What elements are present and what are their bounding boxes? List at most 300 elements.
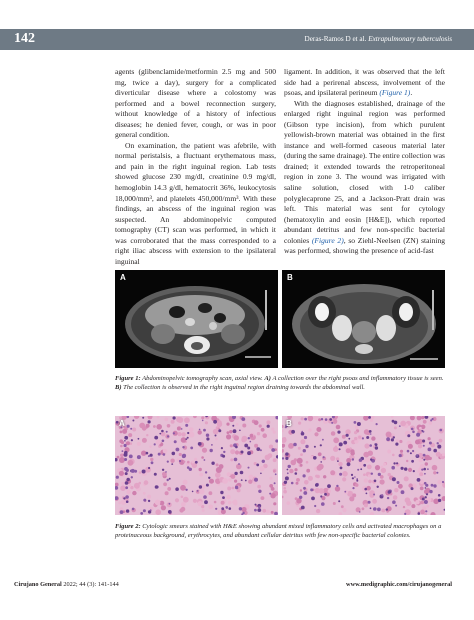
nucleus-dot <box>329 418 332 421</box>
erythrocyte-dot <box>193 416 197 418</box>
nucleus-dot <box>126 509 129 512</box>
erythrocyte-dot <box>380 479 385 484</box>
erythrocyte-dot <box>282 429 284 432</box>
nucleus-dot <box>310 488 313 491</box>
nucleus-dot <box>314 505 316 507</box>
left-paragraph-1: agents (glibenclamide/metformin 2.5 mg and 500 mg, twice a day), surgery for a complicated diverticular disease where a colostomy was performed and a bowel reconnection surgery, without knowledge of a history of infectious diseases; he denied fever, cough, or was in poor general condition. <box>115 67 276 140</box>
nucleus-dot <box>165 471 167 473</box>
nucleus-dot <box>169 503 171 505</box>
nucleus-dot <box>422 498 425 501</box>
nucleus-dot <box>366 493 368 495</box>
ct-scan-a-image <box>115 270 278 368</box>
micrograph-b <box>282 416 445 515</box>
erythrocyte-dot <box>316 509 320 513</box>
erythrocyte-dot <box>201 456 204 459</box>
nucleus-dot <box>433 449 437 453</box>
erythrocyte-dot <box>144 480 149 485</box>
nucleus-dot <box>131 476 133 478</box>
figure-1-link[interactable]: (Figure 1) <box>379 88 411 98</box>
nucleus-dot <box>241 451 244 454</box>
erythrocyte-dot <box>142 438 147 443</box>
nucleus-dot <box>262 460 265 463</box>
erythrocyte-dot <box>179 508 183 512</box>
erythrocyte-dot <box>394 488 398 492</box>
erythrocyte-dot <box>128 484 131 487</box>
erythrocyte-dot <box>273 458 277 462</box>
nucleus-dot <box>208 477 210 479</box>
left-column <box>115 67 276 267</box>
erythrocyte-dot <box>230 458 233 461</box>
figure-1 <box>115 270 445 368</box>
nucleus-dot <box>356 480 358 482</box>
erythrocyte-dot <box>341 505 344 508</box>
erythrocyte-dot <box>269 477 272 480</box>
nucleus-dot <box>129 455 133 459</box>
nucleus-dot <box>274 482 276 484</box>
nucleus-dot <box>124 444 127 447</box>
erythrocyte-dot <box>236 423 239 426</box>
ct-scan-a <box>115 270 278 368</box>
nucleus-dot <box>370 458 372 460</box>
nucleus-dot <box>375 443 378 446</box>
erythrocyte-dot <box>226 495 231 500</box>
figure-1-caption-a-text: A collection over the right psoas and inflammatory tissue is seen. <box>270 375 444 382</box>
nucleus-dot <box>429 490 432 493</box>
nucleus-dot <box>438 494 441 497</box>
erythrocyte-dot <box>273 502 276 505</box>
nucleus-dot <box>260 449 262 451</box>
nucleus-dot <box>392 477 396 481</box>
nucleus-dot <box>348 438 350 440</box>
erythrocyte-dot <box>132 428 136 432</box>
nucleus-dot <box>203 495 207 499</box>
erythrocyte-dot <box>426 505 429 508</box>
erythrocyte-dot <box>222 478 228 484</box>
erythrocyte-dot <box>338 462 342 466</box>
nucleus-dot <box>425 510 427 512</box>
nucleus-dot <box>404 513 406 515</box>
erythrocyte-dot <box>155 500 161 506</box>
nucleus-dot <box>314 446 316 448</box>
erythrocyte-dot <box>366 486 371 491</box>
nucleus-dot <box>394 421 398 425</box>
erythrocyte-dot <box>181 496 184 499</box>
nucleus-dot <box>256 464 259 467</box>
nucleus-dot <box>366 436 369 439</box>
nucleus-dot <box>203 429 206 432</box>
nucleus-dot <box>424 500 428 504</box>
nucleus-dot <box>354 476 356 478</box>
erythrocyte-dot <box>184 417 190 423</box>
erythrocyte-dot <box>132 491 136 495</box>
nucleus-dot <box>436 472 438 474</box>
nucleus-dot <box>244 444 248 448</box>
erythrocyte-dot <box>363 473 366 476</box>
nucleus-dot <box>340 467 343 470</box>
nucleus-dot <box>323 456 325 458</box>
nucleus-dot <box>303 474 306 477</box>
nucleus-dot <box>132 508 135 511</box>
nucleus-dot <box>150 509 152 511</box>
erythrocyte-dot <box>232 487 235 490</box>
erythrocyte-dot <box>342 508 346 512</box>
erythrocyte-dot <box>213 429 219 435</box>
erythrocyte-dot <box>229 430 232 433</box>
figure-2-label-b: B <box>286 419 292 428</box>
nucleus-dot <box>142 470 146 474</box>
nucleus-dot <box>327 484 331 488</box>
erythrocyte-dot <box>418 444 422 448</box>
nucleus-dot <box>258 506 260 508</box>
nucleus-dot <box>374 480 377 483</box>
erythrocyte-dot <box>199 473 203 477</box>
erythrocyte-dot <box>294 468 297 471</box>
erythrocyte-dot <box>181 432 185 436</box>
erythrocyte-dot <box>380 466 383 469</box>
nucleus-dot <box>116 421 119 424</box>
erythrocyte-dot <box>265 455 271 461</box>
nucleus-dot <box>126 500 129 503</box>
erythrocyte-dot <box>235 450 239 454</box>
figure-1-caption-a-label: A) <box>264 375 271 382</box>
nucleus-dot <box>245 480 247 482</box>
figure-2 <box>115 416 445 515</box>
nucleus-dot <box>375 446 378 449</box>
erythrocyte-dot <box>187 461 190 464</box>
nucleus-dot <box>215 508 217 510</box>
nucleus-dot <box>222 455 225 458</box>
nucleus-dot <box>287 472 289 474</box>
erythrocyte-dot <box>273 431 276 434</box>
nucleus-dot <box>362 437 364 439</box>
nucleus-dot <box>159 433 161 435</box>
erythrocyte-dot <box>165 491 169 495</box>
figure-2-caption-text: Cytologic smears stained with H&E showing abundant mixed inflammatory cells and activated macrophages on a proteinaceous background, erythrocytes, and abundant cellular detritus with few non-specific bacterial colonies. <box>115 523 442 539</box>
nucleus-dot <box>304 418 307 421</box>
nucleus-dot <box>148 420 151 423</box>
erythrocyte-dot <box>346 458 351 463</box>
erythrocyte-dot <box>300 453 303 456</box>
nucleus-dot <box>120 510 124 514</box>
nucleus-dot <box>303 491 307 495</box>
erythrocyte-dot <box>420 501 424 505</box>
nucleus-dot <box>148 467 150 469</box>
erythrocyte-dot <box>271 511 274 514</box>
nucleus-dot <box>205 471 207 473</box>
erythrocyte-dot <box>429 421 433 425</box>
nucleus-dot <box>154 436 158 440</box>
nucleus-dot <box>151 461 154 464</box>
nucleus-dot <box>401 467 404 470</box>
nucleus-dot <box>229 507 232 510</box>
nucleus-dot <box>199 485 202 488</box>
nucleus-dot <box>211 462 214 465</box>
erythrocyte-dot <box>215 438 218 441</box>
nucleus-dot <box>407 450 410 453</box>
nucleus-dot <box>346 434 349 437</box>
erythrocyte-dot <box>430 512 435 515</box>
nucleus-dot <box>368 501 371 504</box>
running-head <box>305 35 452 43</box>
nucleus-dot <box>359 511 361 513</box>
erythrocyte-dot <box>121 500 126 505</box>
erythrocyte-dot <box>271 487 275 491</box>
nucleus-dot <box>428 448 432 452</box>
nucleus-dot <box>321 502 325 506</box>
nucleus-dot <box>247 447 250 450</box>
erythrocyte-dot <box>228 478 231 481</box>
right-paragraph-1-end: . <box>410 88 413 98</box>
erythrocyte-dot <box>346 448 351 453</box>
nucleus-dot <box>430 419 432 421</box>
erythrocyte-dot <box>183 497 189 503</box>
erythrocyte-dot <box>283 490 287 494</box>
nucleus-dot <box>150 454 153 457</box>
nucleus-dot <box>320 444 322 446</box>
erythrocyte-dot <box>242 436 248 442</box>
erythrocyte-dot <box>146 424 150 428</box>
erythrocyte-dot <box>163 449 168 454</box>
erythrocyte-dot <box>181 437 187 443</box>
erythrocyte-dot <box>404 476 409 481</box>
nucleus-dot <box>303 487 306 490</box>
nucleus-dot <box>320 495 322 497</box>
nucleus-dot <box>137 455 141 459</box>
erythrocyte-dot <box>432 465 438 471</box>
erythrocyte-dot <box>333 502 336 505</box>
erythrocyte-dot <box>370 512 374 515</box>
nucleus-dot <box>293 443 297 447</box>
erythrocyte-dot <box>411 504 415 508</box>
nucleus-dot <box>391 438 394 441</box>
nucleus-dot <box>284 481 287 484</box>
erythrocyte-dot <box>157 416 160 418</box>
erythrocyte-dot <box>120 431 123 434</box>
erythrocyte-dot <box>120 454 124 458</box>
nucleus-dot <box>222 496 225 499</box>
nucleus-dot <box>425 496 427 498</box>
nucleus-dot <box>388 490 391 493</box>
nucleus-dot <box>239 430 241 432</box>
nucleus-dot <box>416 433 420 437</box>
nucleus-dot <box>339 448 341 450</box>
running-head-authors: Deras-Ramos D et al. <box>304 35 367 43</box>
nucleus-dot <box>444 509 446 511</box>
nucleus-dot <box>313 456 317 460</box>
nucleus-dot <box>321 418 323 420</box>
nucleus-dot <box>185 438 187 440</box>
nucleus-dot <box>370 433 372 435</box>
nucleus-dot <box>143 509 146 512</box>
erythrocyte-dot <box>282 444 285 448</box>
erythrocyte-dot <box>308 428 311 431</box>
erythrocyte-dot <box>328 490 331 493</box>
erythrocyte-dot <box>403 506 405 508</box>
nucleus-dot <box>433 484 436 487</box>
nucleus-dot <box>206 437 209 440</box>
nucleus-dot <box>158 453 161 456</box>
ct-scan-b-image <box>282 270 445 368</box>
nucleus-dot <box>187 437 189 439</box>
erythrocyte-dot <box>419 427 422 430</box>
erythrocyte-dot <box>226 434 231 439</box>
erythrocyte-dot <box>266 420 270 424</box>
nucleus-dot <box>337 431 340 434</box>
erythrocyte-dot <box>215 472 221 478</box>
erythrocyte-dot <box>161 432 166 437</box>
nucleus-dot <box>275 439 278 442</box>
erythrocyte-dot <box>398 484 403 489</box>
nucleus-dot <box>169 478 171 480</box>
nucleus-dot <box>373 507 377 511</box>
nucleus-dot <box>125 472 128 475</box>
nucleus-dot <box>354 421 357 424</box>
nucleus-dot <box>395 505 397 507</box>
micrograph-a-image <box>115 416 278 515</box>
erythrocyte-dot <box>367 465 372 470</box>
right-paragraph-2 <box>284 99 445 257</box>
erythrocyte-dot <box>308 476 313 481</box>
nucleus-dot <box>337 460 339 462</box>
erythrocyte-dot <box>318 418 321 421</box>
nucleus-dot <box>260 473 262 475</box>
erythrocyte-dot <box>179 453 182 456</box>
erythrocyte-dot <box>420 510 425 515</box>
erythrocyte-dot <box>183 480 188 485</box>
erythrocyte-dot <box>121 482 124 485</box>
nucleus-dot <box>360 468 362 470</box>
micrograph-a <box>115 416 278 515</box>
nucleus-dot <box>138 438 140 440</box>
nucleus-dot <box>373 494 375 496</box>
erythrocyte-dot <box>161 505 166 510</box>
erythrocyte-dot <box>147 495 151 499</box>
erythrocyte-dot <box>214 501 217 504</box>
erythrocyte-dot <box>227 487 231 491</box>
nucleus-dot <box>254 478 258 482</box>
erythrocyte-dot <box>146 434 148 436</box>
erythrocyte-dot <box>306 461 309 464</box>
nucleus-dot <box>240 471 244 475</box>
erythrocyte-dot <box>205 421 208 424</box>
nucleus-dot <box>223 451 225 453</box>
erythrocyte-dot <box>368 480 372 484</box>
nucleus-dot <box>195 461 198 464</box>
erythrocyte-dot <box>408 444 413 449</box>
nucleus-dot <box>291 482 294 485</box>
erythrocyte-dot <box>164 418 168 422</box>
erythrocyte-dot <box>126 441 130 445</box>
erythrocyte-dot <box>298 447 301 450</box>
footer-url[interactable]: www.medigraphic.com/cirujanogeneral <box>346 581 452 588</box>
nucleus-dot <box>254 509 257 512</box>
nucleus-dot <box>370 507 372 509</box>
erythrocyte-dot <box>396 439 399 442</box>
nucleus-dot <box>181 428 183 430</box>
figure-1-caption-b-label: B) <box>115 383 122 391</box>
erythrocyte-dot <box>423 420 427 424</box>
nucleus-dot <box>122 450 124 452</box>
nucleus-dot <box>176 448 180 452</box>
erythrocyte-dot <box>364 443 369 448</box>
erythrocyte-dot <box>365 458 370 463</box>
erythrocyte-dot <box>180 485 186 491</box>
erythrocyte-dot <box>202 448 207 453</box>
erythrocyte-dot <box>148 416 153 419</box>
erythrocyte-dot <box>176 417 181 422</box>
nucleus-dot <box>285 476 289 480</box>
erythrocyte-dot <box>406 501 411 506</box>
erythrocyte-dot <box>323 475 326 478</box>
erythrocyte-dot <box>257 485 261 489</box>
nucleus-dot <box>127 478 130 481</box>
left-paragraph-2: On examination, the patient was afebrile, with normal peristalsis, a fluctuant erythematous mass, and pain in the right inguinal region. Lab tests showed glucose 230 mg/dl, creatinine 0.9 mg/dl, hemoglobin 14.3 g/dl, hematocrit 36%, leukocytosis 18,000/mm³, and platelets 450,000/mm³. With these findings, an abscess of the inguinal region was suspected. An abdominopelvic computed tomography (CT) scan was performed, in which it was corroborated that the mass corresponded to a right iliac abscess with extension to the ipsilateral inguinal <box>115 140 276 266</box>
nucleus-dot <box>239 507 242 510</box>
erythrocyte-dot <box>419 458 423 462</box>
nucleus-dot <box>377 508 381 512</box>
nucleus-dot <box>352 487 354 489</box>
nucleus-dot <box>215 435 217 437</box>
nucleus-dot <box>167 461 169 463</box>
erythrocyte-dot <box>354 437 357 440</box>
nucleus-dot <box>397 481 400 484</box>
erythrocyte-dot <box>296 478 300 482</box>
erythrocyte-dot <box>167 487 171 491</box>
nucleus-dot <box>161 430 164 433</box>
nucleus-dot <box>210 449 213 452</box>
nucleus-dot <box>258 490 261 493</box>
nucleus-dot <box>173 432 175 434</box>
nucleus-dot <box>410 452 412 454</box>
erythrocyte-dot <box>242 424 246 428</box>
nucleus-dot <box>127 416 130 418</box>
erythrocyte-dot <box>352 493 356 497</box>
erythrocyte-dot <box>300 464 303 467</box>
nucleus-dot <box>187 466 190 469</box>
nucleus-dot <box>146 452 149 455</box>
nucleus-dot <box>421 430 423 432</box>
erythrocyte-dot <box>336 425 341 430</box>
nucleus-dot <box>393 436 395 438</box>
figure-1-caption-title: Figure 1: <box>115 375 141 382</box>
erythrocyte-dot <box>139 423 145 429</box>
nucleus-dot <box>331 422 333 424</box>
nucleus-dot <box>424 473 426 475</box>
erythrocyte-dot <box>425 462 428 465</box>
nucleus-dot <box>396 462 398 464</box>
erythrocyte-dot <box>282 496 284 499</box>
nucleus-dot <box>311 497 315 501</box>
nucleus-dot <box>386 508 388 510</box>
nucleus-dot <box>125 486 128 489</box>
nucleus-dot <box>426 493 428 495</box>
erythrocyte-dot <box>383 463 386 466</box>
erythrocyte-dot <box>339 512 343 515</box>
nucleus-dot <box>173 416 176 419</box>
erythrocyte-dot <box>355 426 359 430</box>
nucleus-dot <box>275 473 277 475</box>
erythrocyte-dot <box>284 487 287 490</box>
figure-2-link[interactable]: (Figure 2) <box>311 235 344 245</box>
nucleus-dot <box>125 495 129 499</box>
nucleus-dot <box>198 442 202 446</box>
erythrocyte-dot <box>393 495 398 500</box>
nucleus-dot <box>241 417 245 421</box>
erythrocyte-dot <box>167 502 172 507</box>
nucleus-dot <box>154 443 156 445</box>
nucleus-dot <box>204 500 208 504</box>
erythrocyte-dot <box>128 433 132 437</box>
